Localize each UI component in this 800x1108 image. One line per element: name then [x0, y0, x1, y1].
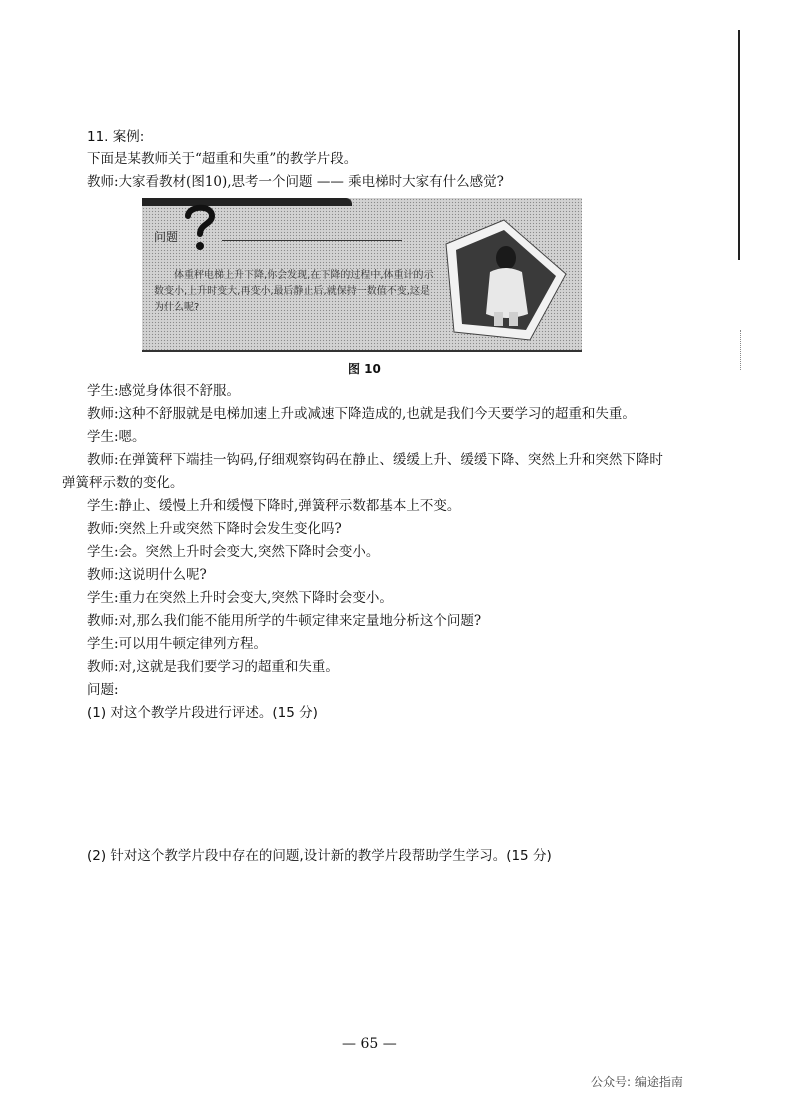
intro-text: 下面是某教师关于“超重和失重”的教学片段。: [87, 151, 358, 167]
answer-space-1: [62, 725, 682, 845]
dialogue-line: 教师:在弹簧秤下端挂一钩码,仔细观察钩码在静止、缓缓上升、缓缓下降、突然上升和突然下降时弹簧秤示数的变化。: [62, 452, 663, 491]
teacher-line-1: 教师:大家看教材(图10),思考一个问题 —— 乘电梯时大家有什么感觉?: [87, 174, 504, 190]
question-mark-icon: [180, 202, 220, 252]
section-title: 11. 案例:: [87, 129, 145, 145]
question-1: (1) 对这个教学片段进行评述。(15 分): [87, 705, 318, 721]
dialogue-line: 教师:这种不舒服就是电梯加速上升或减速下降造成的,也就是我们今天要学习的超重和失重。: [87, 406, 636, 422]
figure-heading: 问题: [154, 230, 179, 244]
dialogue-line: 学生:可以用牛顿定律列方程。: [87, 636, 268, 652]
figure-caption: 图 10: [348, 362, 381, 376]
page-number: — 65 —: [342, 1036, 397, 1052]
document-page: [62, 126, 682, 868]
dialogue-line: 学生:会。突然上升时会变大,突然下降时会变小。: [87, 544, 380, 560]
questions-label: 问题:: [87, 682, 119, 698]
dialogue-line: 教师:对,这就是我们要学习的超重和失重。: [87, 659, 339, 675]
figure-heading-underline: [222, 240, 402, 241]
dialogue-line: 学生:重力在突然上升时会变大,突然下降时会变小。: [87, 590, 393, 606]
watermark: 公众号: 编途指南: [591, 1075, 683, 1089]
question-2: (2) 针对这个教学片段中存在的问题,设计新的教学片段帮助学生学习。(15 分): [87, 848, 552, 864]
figure-text: 体重秤电梯上升下降,你会发现,在下降的过程中,体重计的示数变小,上升时变大,再变小,最后静止后,就保持一数值不变,这是为什么呢?: [154, 270, 434, 313]
dialogue-line: 学生:感觉身体很不舒服。: [87, 383, 241, 399]
dialogue-line: 教师:突然上升或突然下降时会发生变化吗?: [87, 521, 342, 537]
dialogue-line: 教师:这说明什么呢?: [87, 567, 207, 583]
dialogue-line: 学生:嗯。: [87, 429, 146, 445]
page-edge-rule: [738, 30, 740, 260]
dialogue-line: 教师:对,那么我们能不能用所学的牛顿定律来定量地分析这个问题?: [87, 613, 482, 629]
dialogue-line: 学生:静止、缓慢上升和缓慢下降时,弹簧秤示数都基本上不变。: [87, 498, 461, 514]
elevator-photo: [434, 214, 574, 346]
figure-10: [142, 198, 582, 376]
page-edge-specks: [740, 330, 743, 370]
figure-tab: [142, 198, 352, 206]
